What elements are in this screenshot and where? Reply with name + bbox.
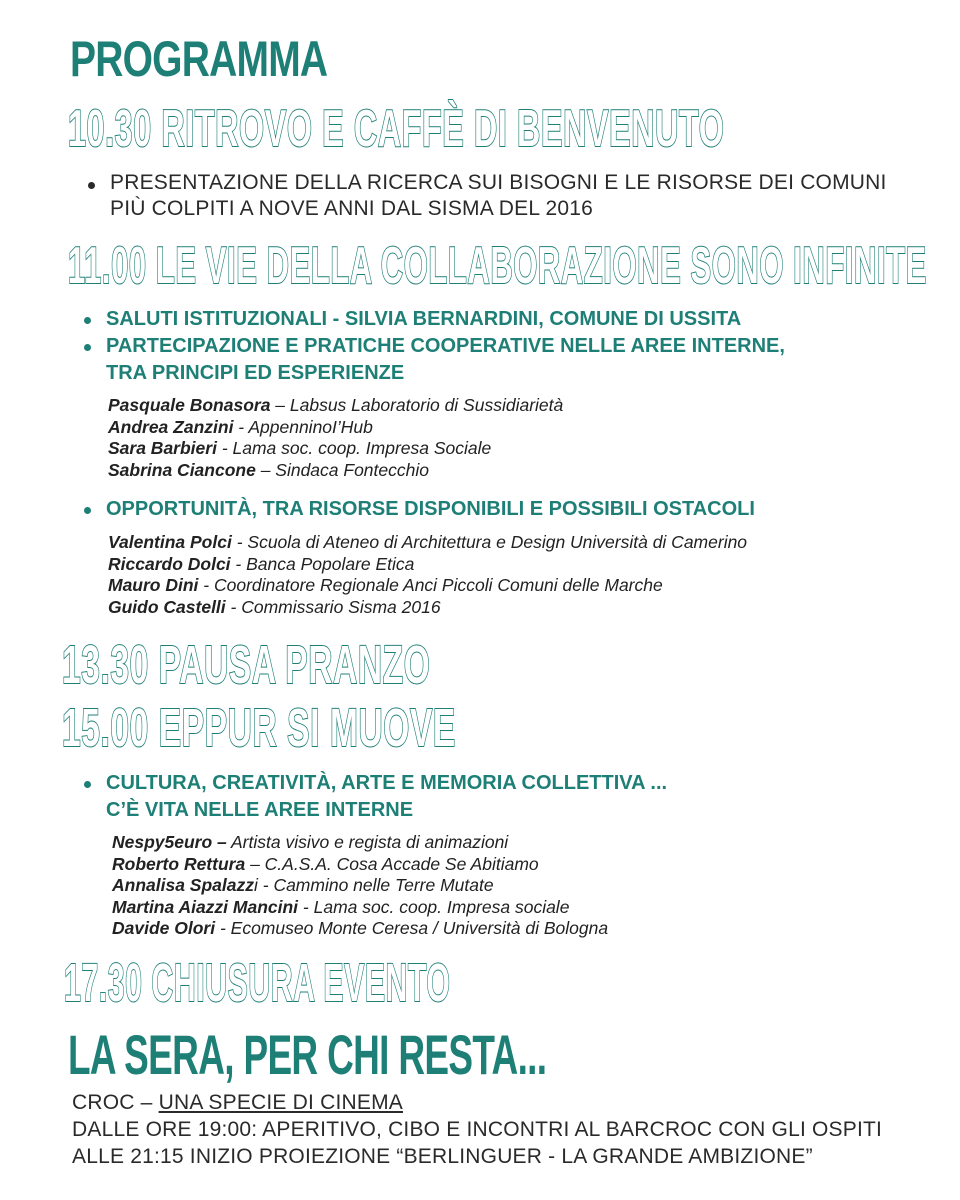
speaker-row: Annalisa Spalazzi - Cammino nelle Terre Mutate — [112, 875, 494, 895]
evening-heading: LA SERA, PER CHI RESTA... — [68, 1023, 547, 1086]
speaker-row: Sara Barbieri - Lama soc. coop. Impresa Sociale — [108, 438, 492, 458]
session-title-1030: 10.30 RITROVO E CAFFÈ DI BENVENUTO — [68, 100, 725, 158]
speaker-row: Pasquale Bonasora – Labsus Laboratorio di Sussidiarietà — [108, 395, 564, 415]
speakers-block-a — [108, 395, 928, 481]
list-item: SALUTI ISTITUZIONALI - SILVIA BERNARDINI, COMUNE DI USSITA — [84, 306, 884, 333]
speaker-row: Nespy5euro – Artista visivo e regista di animazioni — [112, 832, 509, 852]
speaker-row: Roberto Rettura – C.A.S.A. Cosa Accade Se Abitiamo — [112, 853, 539, 874]
session-title-1730: 17.30 CHIUSURA EVENTO — [64, 953, 451, 1013]
session-1030-list — [88, 170, 888, 222]
speaker-row: Sabrina Ciancone – Sindaca Fontecchio — [108, 459, 429, 480]
session-title-1500: 15.00 EPPUR SI MUOVE — [62, 698, 456, 758]
evening-line-2: DALLE ORE 19:00: APERITIVO, CIBO E INCONTRI AL BARCROC CON GLI OSPITI — [72, 1118, 883, 1141]
evening-details — [72, 1089, 952, 1170]
list-item — [84, 333, 884, 387]
list-item-line: PARTECIPAZIONE E PRATICHE COOPERATIVE NELLE AREE INTERNE, — [106, 335, 785, 357]
list-item-line: C’È VITA NELLE AREE INTERNE — [106, 799, 414, 821]
speaker-row: Andrea Zanzini - AppenninoI’Hub — [108, 416, 373, 437]
speaker-row: Mauro Dini - Coordinatore Regionale Anci Piccoli Comuni delle Marche — [108, 575, 663, 595]
list-item — [84, 770, 904, 824]
list-item-line: TRA PRINCIPI ED ESPERIENZE — [106, 362, 405, 384]
list-item: PRESENTAZIONE DELLA RICERCA SUI BISOGNI E LE RISORSE DEI COMUNI PIÙ COLPITI A NOVE ANNI DAL SISMA DEL 2016 — [88, 170, 888, 222]
session-title-1330: 13.30 PAUSA PRANZO — [62, 635, 431, 695]
evening-line-3: ALLE 21:15 INIZIO PROIEZIONE “BERLINGUER - LA GRANDE AMBIZIONE” — [72, 1145, 813, 1168]
speaker-row: Riccardo Dolci - Banca Popolare Etica — [108, 553, 415, 574]
cinema-link[interactable]: UNA SPECIE DI CINEMA — [158, 1091, 403, 1114]
session-1100-list-2 — [84, 496, 904, 523]
programma-heading: PROGRAMMA — [70, 31, 328, 87]
speakers-block-c — [112, 832, 932, 940]
session-title-1100: 11.00 LE VIE DELLA COLLABORAZIONE SONO INFINITE — [68, 237, 927, 295]
speaker-row: Valentina Polci - Scuola di Ateneo di Architettura e Design Università di Camerino — [108, 532, 748, 552]
session-1100-list — [84, 306, 884, 387]
evening-line-1: CROC – UNA SPECIE DI CINEMA — [72, 1091, 403, 1114]
speakers-block-b — [108, 532, 948, 618]
session-1500-list — [84, 770, 904, 824]
speaker-row: Davide Olori - Ecomuseo Monte Ceresa / Università di Bologna — [112, 918, 609, 938]
list-item: OPPORTUNITÀ, TRA RISORSE DISPONIBILI E POSSIBILI OSTACOLI — [84, 496, 904, 523]
list-item-line: CULTURA, CREATIVITÀ, ARTE E MEMORIA COLLETTIVA ... — [106, 772, 668, 794]
speaker-row: Guido Castelli - Commissario Sisma 2016 — [108, 596, 441, 617]
speaker-row: Martina Aiazzi Mancini - Lama soc. coop. Impresa sociale — [112, 896, 570, 917]
